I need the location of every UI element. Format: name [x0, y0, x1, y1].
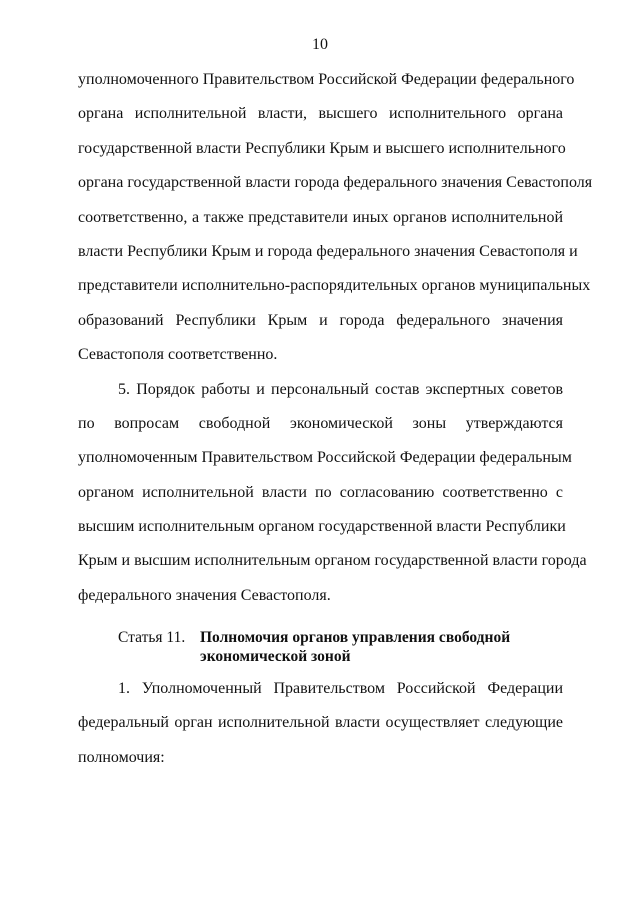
- article-number: Статья 11.: [118, 629, 186, 646]
- body-paragraphs: [78, 63, 593, 613]
- article-title: [200, 628, 540, 666]
- text-line: органа исполнительной власти, высшего исполнительного органа: [78, 105, 563, 123]
- text-line: федерального значения Севастополя.: [78, 586, 331, 604]
- text-line: по вопросам свободной экономической зоны утверждаются: [78, 414, 563, 432]
- text-line: 1. Уполномоченный Правительством Российской Федерации: [118, 680, 563, 697]
- text-line: полномочия:: [78, 748, 165, 766]
- text-line: Крым и высшим исполнительным органом государственной власти города: [78, 552, 587, 570]
- text-line: 5. Порядок работы и персональный состав экспертных советов: [118, 380, 563, 398]
- text-line: органа государственной власти города федерального значения Севастополя: [78, 174, 593, 192]
- article-title-line: Полномочия органов управления свободной: [200, 629, 511, 646]
- text-line: соответственно, а также представители иных органов исполнительной: [78, 208, 563, 226]
- text-line: образований Республики Крым и города федерального значения: [78, 311, 563, 329]
- text-line: государственной власти Республики Крым и высшего исполнительного: [78, 139, 566, 157]
- text-line: уполномоченного Правительством Российской Федерации федерального: [78, 71, 575, 88]
- text-line: представители исполнительно-распорядительных органов муниципальных: [78, 277, 591, 295]
- text-line: федеральный орган исполнительной власти осуществляет следующие: [78, 714, 563, 732]
- article-body: [78, 672, 563, 775]
- text-line: высшим исполнительным органом государственной власти Республики: [78, 518, 566, 536]
- text-line: Севастополя соответственно.: [78, 346, 278, 364]
- text-line: уполномоченным Правительством Российской Федерации федеральным: [78, 449, 572, 467]
- article-title-line: экономической зоной: [200, 648, 351, 665]
- text-line: органом исполнительной власти по согласованию соответственно с: [78, 483, 563, 501]
- text-line: власти Республики Крым и города федерального значения Севастополя и: [78, 242, 578, 260]
- page-number: 10: [312, 36, 328, 53]
